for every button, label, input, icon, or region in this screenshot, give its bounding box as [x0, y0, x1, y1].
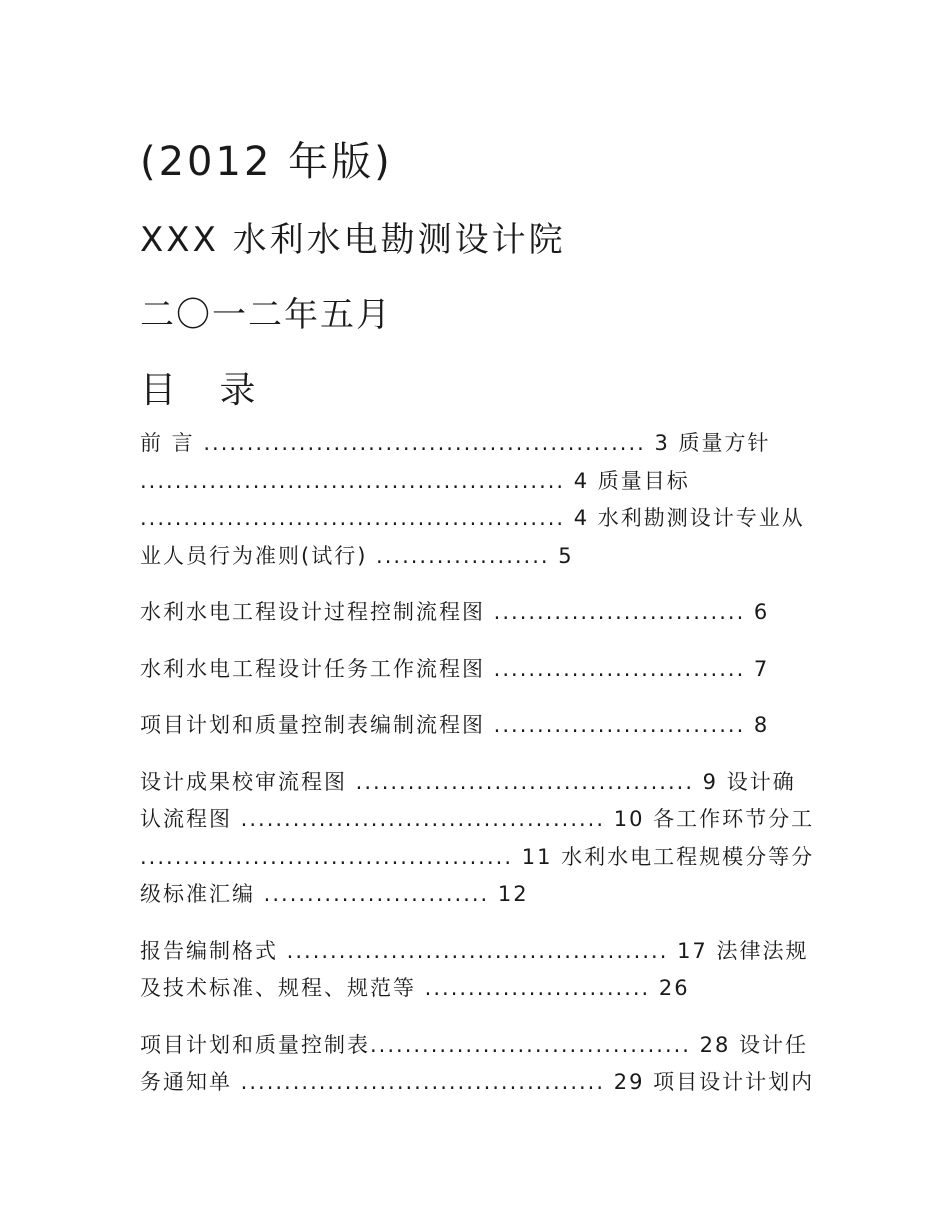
toc-line: 项目计划和质量控制表编制流程图 ............................. 8 [140, 713, 770, 737]
toc-line: ................................................. 4 水利勘测设计专业从 [140, 506, 805, 530]
toc-paragraph [140, 707, 815, 745]
toc-line: 水利水电工程设计过程控制流程图 ............................. 6 [140, 600, 770, 624]
toc-paragraph [140, 594, 815, 632]
toc-line: 设计成果校审流程图 ....................................... 9 设计确 [140, 769, 796, 794]
toc-paragraph [140, 425, 815, 575]
toc-line: ................................................. 4 质量目标 [140, 468, 690, 493]
publication-date: 二〇一二年五月 [140, 295, 392, 335]
toc-line: 及技术标准、规程、规范等 .......................... 26 [140, 976, 690, 1000]
toc-line: ........................................... 11 水利水电工程规模分等分 [140, 844, 815, 869]
toc-line: 项目计划和质量控制表..................................... 28 设计任 [140, 1032, 809, 1057]
toc-paragraph [140, 651, 815, 689]
institute-name: XXX 水利水电勘测设计院 [140, 220, 566, 260]
toc-line: 业人员行为准则(试行) .................... 5 [140, 543, 574, 568]
table-of-contents [140, 425, 815, 1121]
edition-line: (2012 年版) [140, 139, 393, 185]
toc-paragraph [140, 1027, 815, 1102]
toc-paragraph [140, 933, 815, 1008]
toc-line: 务通知单 .......................................... 29 项目设计计划内 [140, 1070, 815, 1094]
toc-paragraph [140, 764, 815, 914]
toc-line: 前 言 ................................................... 3 质量方针 [140, 431, 771, 455]
toc-line: 水利水电工程设计任务工作流程图 ............................. 7 [140, 656, 770, 681]
toc-line: 认流程图 .......................................... 10 各工作环节分工 [140, 807, 815, 831]
toc-line: 级标准汇编 .......................... 12 [140, 882, 529, 906]
toc-line: 报告编制格式 ............................................ 17 法律法规 [140, 938, 809, 963]
toc-title: 目 录 [140, 370, 272, 411]
